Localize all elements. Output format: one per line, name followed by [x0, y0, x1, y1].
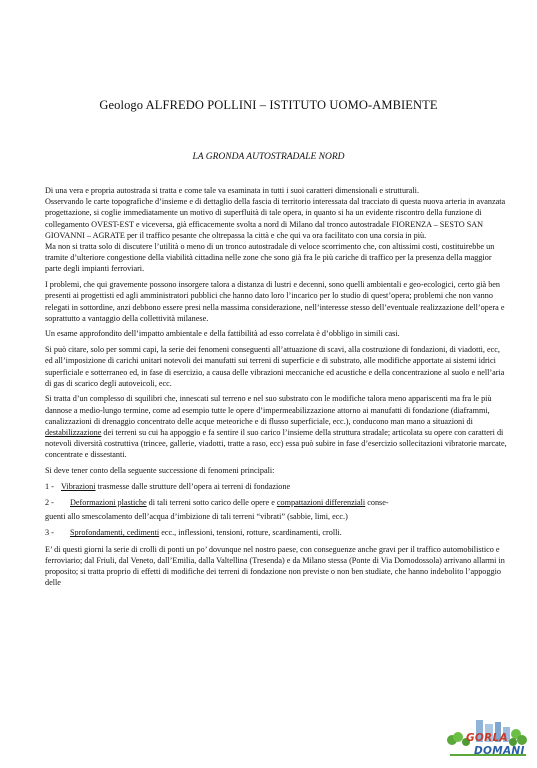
paragraph: Si deve tener conto della seguente successione di fenomeni principali: [45, 466, 275, 476]
list-item [45, 481, 507, 492]
paragraph: I problemi, che qui gravemente possono insorgere talora a distanza di lustri e decenni, sono quelli ambientali e geo-ecologici, certo già ben presenti ai progettisti ed agli amministratori pubblici che hanno dato loro l’incarico per lo studio di quest’opera; problemi che non vanno relegati in sottordine, anzi debbono essere presi nella massima considerazione, nell’interesse stesso dell’eventuale realizzazione dell’opera e soprattutto a vantaggio della collettività milanese. [45, 280, 505, 323]
paragraph: Ma non si tratta solo di discutere l’utilità o meno di un tronco autostradale di veloce scorrimento che, con altissimi costi, costituirebbe un tramite d’ulteriore congestione della viabilità cittadina nelle zone che sono già fra le più cariche di traffico per la presenza della maggior parte degli impianti ferroviari. [45, 242, 495, 274]
list-number: 3 - [45, 528, 54, 538]
underlined-term: Sprofondamenti, cedimenti [70, 528, 160, 538]
paragraph [45, 393, 507, 460]
document-subtitle: LA GRONDA AUTOSTRADALE NORD [192, 152, 345, 162]
underlined-term: Vibrazioni [61, 481, 96, 491]
paragraph: E’ di questi giorni la serie di crolli di ponti un po’ dovunque nel nostro paese, con conseguenze anche gravi per il traffico automobilistico e ferroviario; dal Friuli, dal Veneto, dall’Emilia, dalla Valtellina (Tresenda) e da Milano stessa (Ponte di Via Domodossola) arrivano allarmi in proposito; si tratta proprio di effetti di modifiche dei terreni di fondazione non previste o non ben studiate, che hanno indebolito l’appoggio delle [45, 544, 505, 588]
list-number: 2 - [45, 498, 54, 508]
list-text: conse- [365, 498, 389, 508]
paragraph: Osservando le carte topografiche d’insieme e di dettaglio della fascia di territorio interessata dal tracciato di questa nuova arteria in avanzata progettazione, si coglie immediatamente un motivo di superfluità di tale opera, in quanto si ha un evidente riscontro della funzione di collegamento OVEST-EST e viceversa, già efficacemente svolta a nord di Milano dal tronco autostradale FIORENZA – SESTO SAN GIOVANNI – AGRATE per il traffico pesante che oltrepassa la città e che qui va ora facilitato con una corsia in più. [45, 197, 506, 240]
document-body [45, 185, 507, 593]
phenomena-list [45, 481, 507, 539]
paragraph-text: Si tratta d’un complesso di squilibri che, innescati sul terreno e nel suo substrato con le modifiche talora meno appariscenti ma fra le più dannose a medio-lungo termine, come ad esempio tutte le opere d’impermeabilizzazione attorno ai manufatti di fondazione (diaframmi, canalizzazioni di drenaggio concentrato delle acque meteoriche e di flusso superficiale, ecc.), conducono man mano a situazioni di [45, 394, 492, 426]
underlined-term: compattazioni differenziali [276, 498, 366, 508]
underlined-term: destabilizzazione [45, 428, 102, 438]
logo-text-gorla: GORLA [466, 732, 508, 744]
paragraph: Un esame approfondito dell’impatto ambientale e della fattibilità ad esso correlata è d’obbligo in simili casi. [45, 329, 400, 339]
list-continuation: guenti allo smescolamento dell’acqua d’imbizione di tali terreni “vibrati” (sabbie, limi, ecc.) [45, 512, 348, 522]
list-text: di tali terreni sotto carico delle opere e [146, 498, 277, 508]
gorla-domani-logo [446, 718, 530, 762]
list-item [45, 527, 507, 538]
list-text: trasmesse dalle strutture dell’opera ai terreni di fondazione [95, 481, 291, 491]
logo-text-domani: DOMANI [474, 745, 525, 757]
paragraph: Si può citare, solo per sommi capi, la serie dei fenomeni conseguenti all’attuazione di scavi, alla costruzione di fondazioni, di viadotti, ecc, ed all’imposizione di carichi unitari notevoli dei manufatti sui terreni di superficie e di substrato, alle modifiche apportate ai sistemi idrici superficiale e sotterraneo ed, in fase di esercizio, a causa delle vibrazioni meccaniche ed acustiche e della concentrazione al suolo e nell’aria di gas di scarico degli autoveicoli, ecc. [45, 345, 505, 388]
list-text: ecc., inflessioni, tensioni, rotture, scardinamenti, crolli. [159, 528, 342, 538]
list-item [45, 497, 507, 522]
list-number: 1 - [45, 481, 54, 491]
paragraph-text: dei terreni su cui ha appoggio e fa sentire il suo carico l’insieme della struttura stradale; articolata su opere con caratteri di notevoli diversità costruttiva (trincee, gallerie, viadotti, tratte a raso, ecc) essa può subire in fase d’esercizio sollecitazioni vibratorie marcate, concentrate e dissestanti. [45, 428, 507, 460]
paragraph: Di una vera e propria autostrada si tratta e come tale va esaminata in tutti i suoi caratteri dimensionali e strutturali. [45, 186, 419, 195]
document-title: Geologo ALFREDO POLLINI – ISTITUTO UOMO-AMBIENTE [99, 98, 438, 112]
underlined-term: Deformazioni plastiche [70, 498, 147, 508]
